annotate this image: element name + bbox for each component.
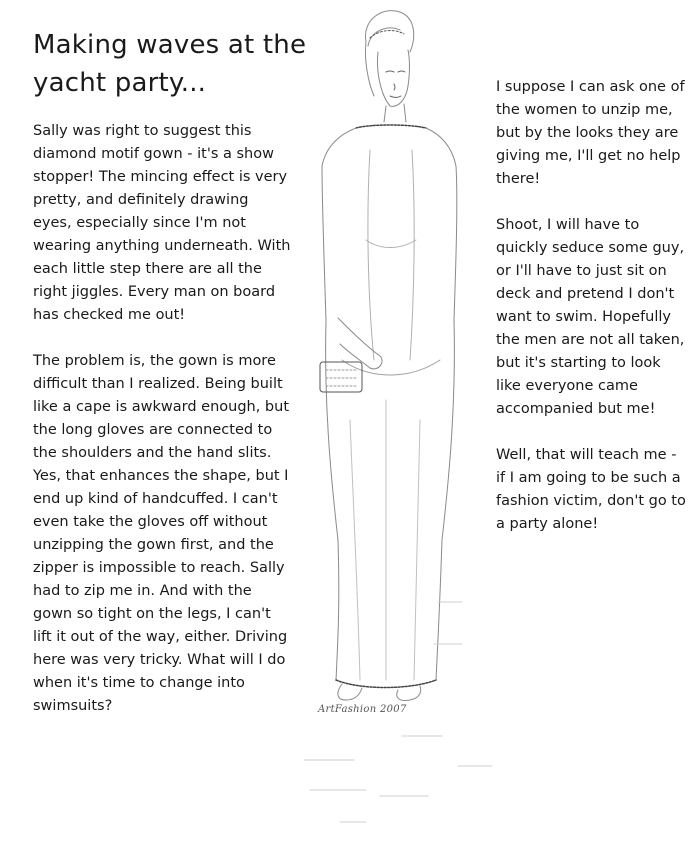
tiara bbox=[370, 31, 404, 38]
story-paragraph-5: Well, that will teach me - if I am going to be such a fashion victim, don't go to a party alone! bbox=[496, 447, 686, 532]
right-text-column bbox=[496, 76, 686, 559]
hair bbox=[365, 11, 413, 96]
story-paragraph-3: I suppose I can ask one of the women to unzip me, but by the looks they are giving me, I'll get no help there! bbox=[496, 79, 685, 187]
gown-hem bbox=[336, 680, 436, 688]
gown-illustration bbox=[270, 0, 500, 860]
story-paragraph-2: The problem is, the gown is more difficult than I realized. Being built like a cape is awkward enough, but the long gloves are connected to the shoulders and the hand slits. Yes, that enhances the shape, but I end up kind of handcuffed. I can't even take the gloves off without unzipping the gown first, and the zipper is impossible to reach. Sally had to zip me in. And with the gown so tight on the legs, I can't lift it out of the way, either. Driving here was very tricky. What will I do when it's time to change into swimsuits? bbox=[33, 353, 290, 714]
page-title: Making waves at the yacht party... bbox=[33, 30, 307, 98]
necklace bbox=[356, 125, 426, 128]
left-text-column bbox=[33, 120, 291, 741]
artist-signature: ArtFashion 2007 bbox=[318, 704, 407, 715]
story-paragraph-1: Sally was right to suggest this diamond motif gown - it's a show stopper! The mincing effect is very pretty, and definitely drawing eyes, especially since I'm not wearing anything underneath. With each little step there are all the right jiggles. Every man on board has checked me out! bbox=[33, 123, 291, 323]
face bbox=[378, 50, 410, 106]
gown-body bbox=[322, 128, 457, 320]
story-paragraph-4: Shoot, I will have to quickly seduce some guy, or I'll have to just sit on deck and pretend I don't want to swim. Hopefully the men are not all taken, but it's starting to look like everyone came accompanied but me! bbox=[496, 217, 685, 417]
